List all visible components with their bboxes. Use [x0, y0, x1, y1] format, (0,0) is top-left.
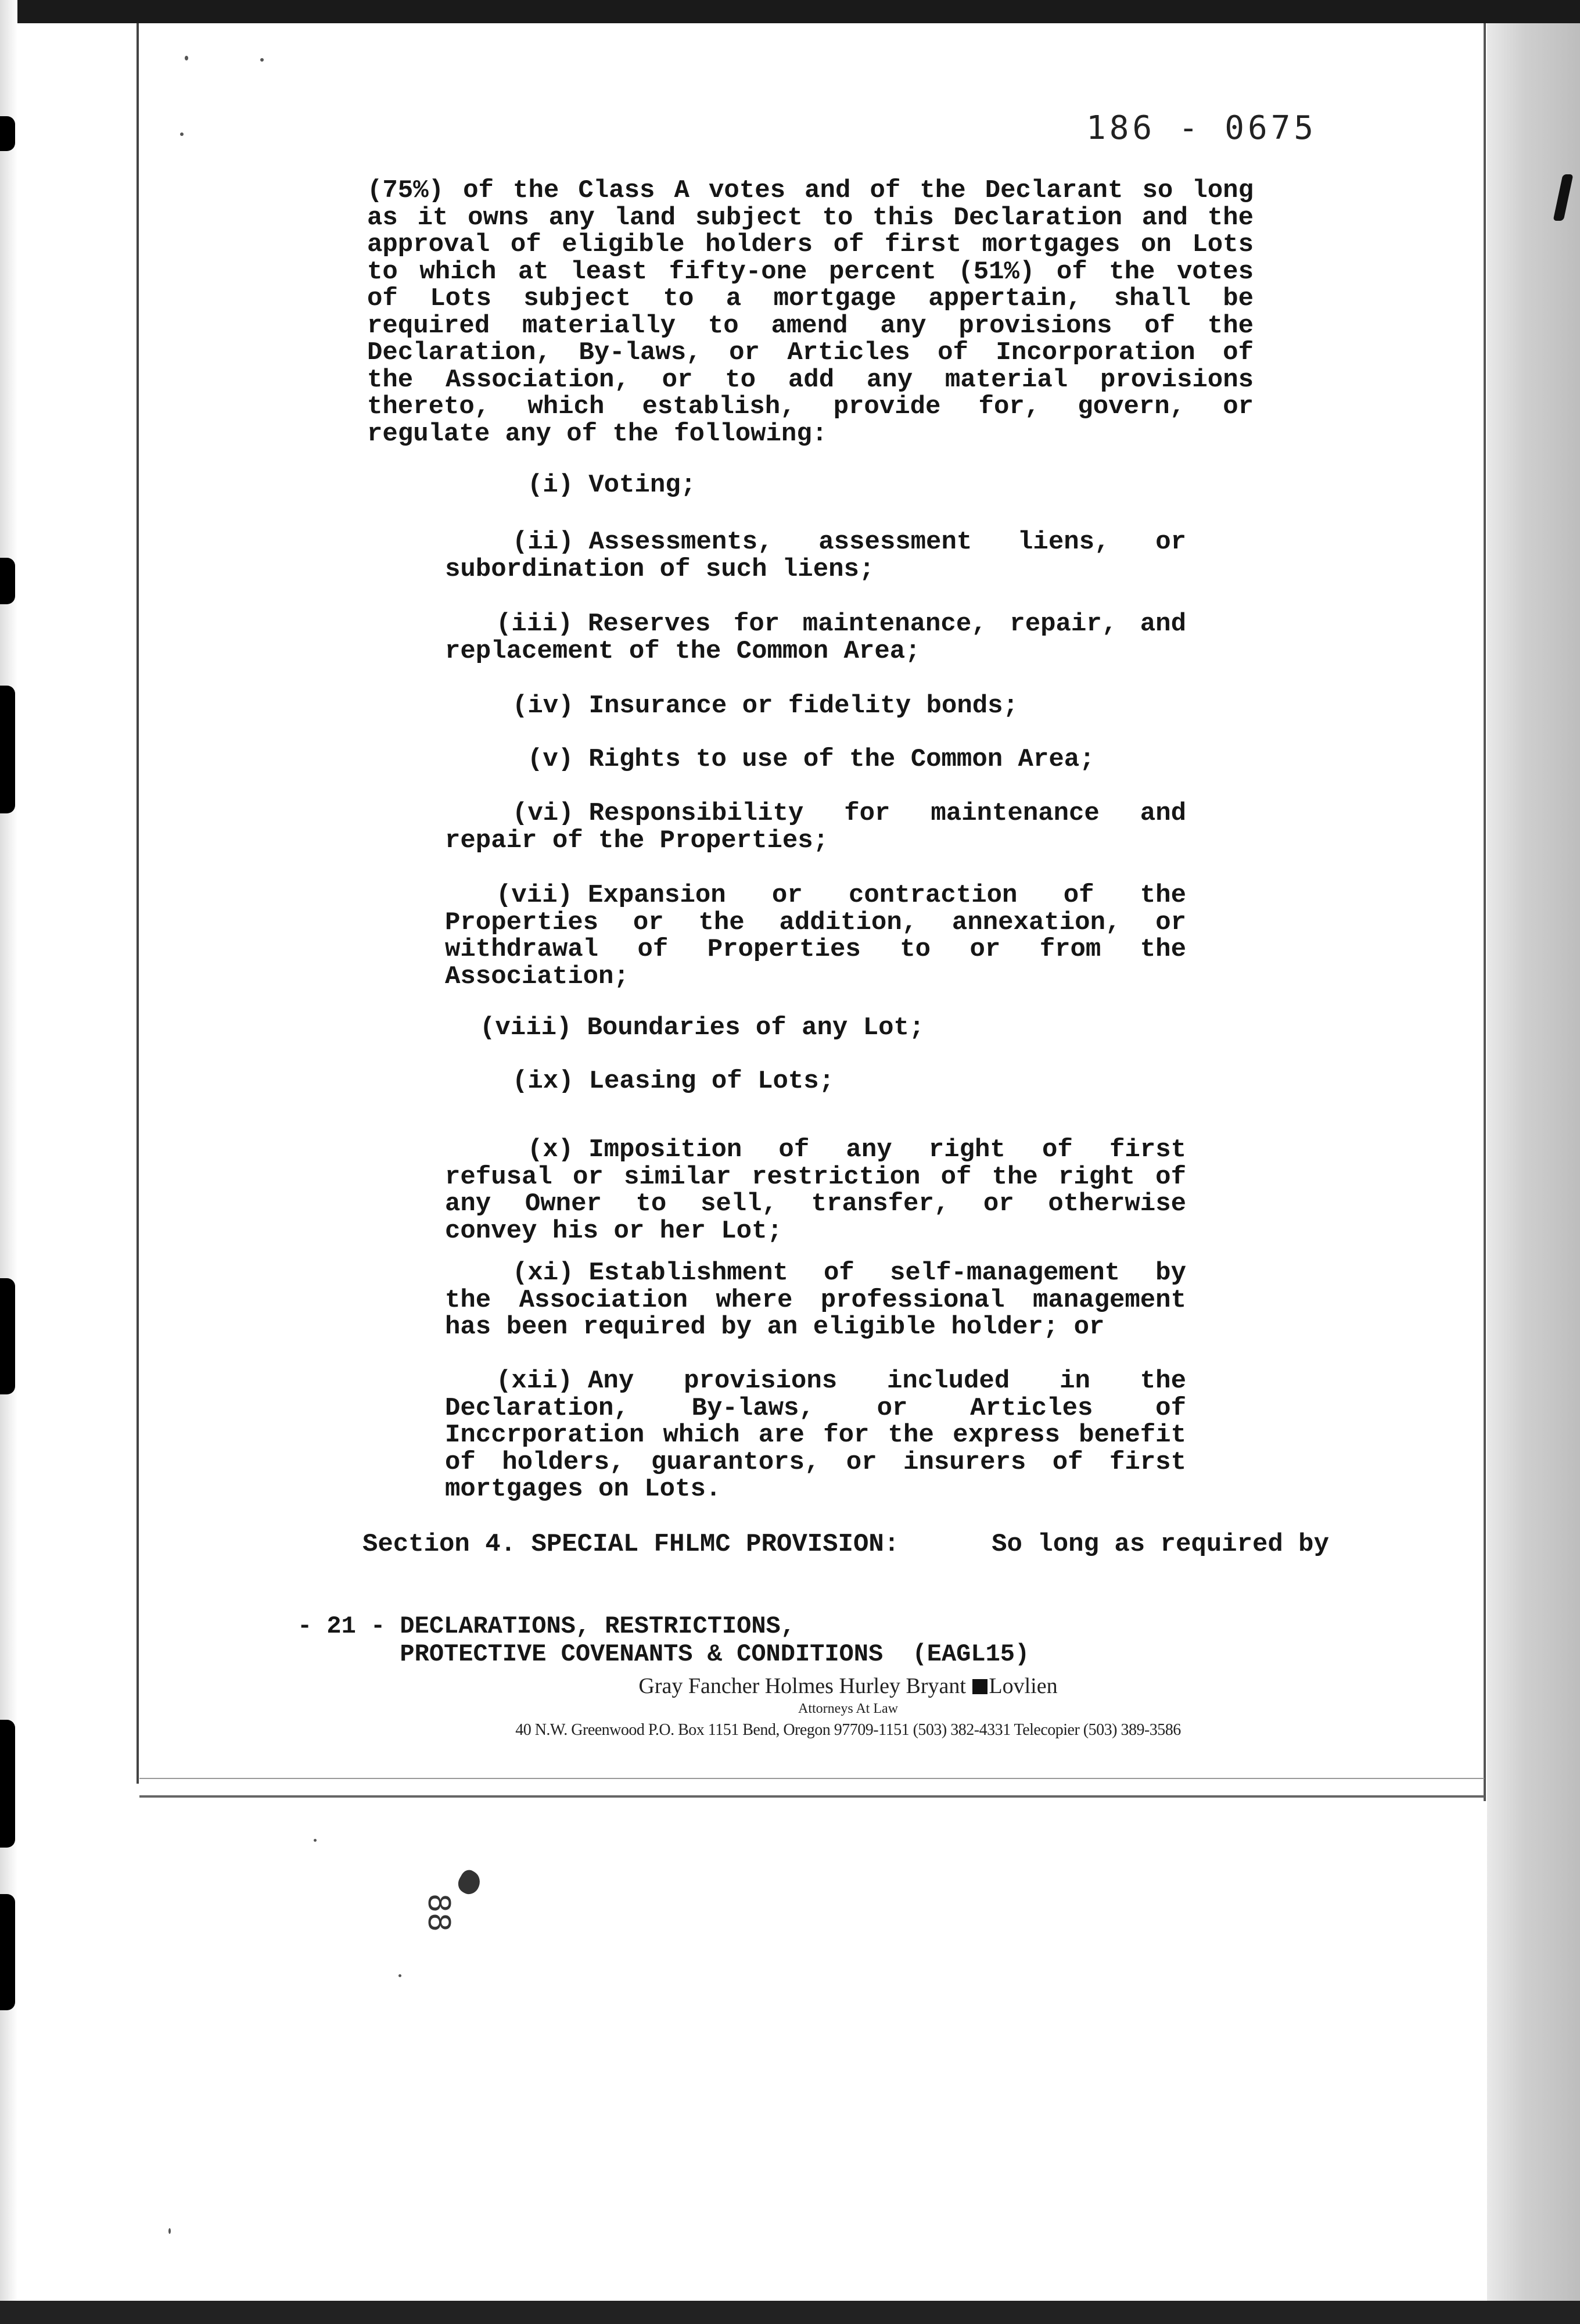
provision-number: (ix): [512, 1067, 574, 1096]
scan-edge-right: [1487, 23, 1580, 2301]
footer-line-1: - 21 - DECLARATIONS, RESTRICTIONS,: [297, 1612, 795, 1640]
handwritten-mark: 88: [421, 1893, 457, 1932]
provision-text: Reserves for maintenance, repair, and: [588, 609, 1186, 639]
document-footer-title: [297, 1612, 1029, 1668]
provision-line: the Association where professional management: [445, 1285, 1186, 1315]
section-4-title: Section 4. SPECIAL FHLMC PROVISION:: [362, 1530, 900, 1559]
provision-item: [445, 1368, 1186, 1503]
provision-number: (iii): [496, 609, 573, 639]
provision-text: Responsibility for maintenance and: [588, 799, 1186, 828]
scan-blot: [0, 686, 15, 813]
footer-line-2: PROTECTIVE COVENANTS & CONDITIONS (EAGL15): [297, 1640, 1030, 1668]
intro-line: Declaration, By-laws, or Articles of Incorporation of: [367, 338, 1254, 367]
provision-line: refusal or similar restriction of the right of: [445, 1162, 1186, 1192]
provision-number: (v): [527, 745, 574, 774]
provision-first-line: [512, 693, 1186, 720]
provision-item: [445, 800, 1186, 854]
speck: [168, 2228, 171, 2234]
provision-first-line: [496, 882, 1186, 909]
scan-blot: [0, 558, 15, 604]
provision-number: (i): [527, 471, 574, 500]
provision-item: [445, 611, 1186, 665]
speck: [314, 1839, 317, 1842]
intro-line: thereto, which establish, provide for, govern, or: [367, 392, 1254, 421]
provision-line: replacement of the Common Area;: [445, 636, 921, 666]
provision-text: Insurance or fidelity bonds;: [588, 691, 1018, 720]
law-firm-name-left: Gray Fancher Holmes Hurley Bryant: [638, 1674, 966, 1698]
provision-first-line: [512, 800, 1186, 827]
law-firm-name-right: Lovlien: [989, 1674, 1058, 1698]
speck: [185, 56, 188, 60]
page-left-border: [137, 23, 139, 1784]
page-bottom-border: [139, 1795, 1484, 1798]
scan-edge-top: [0, 0, 1580, 23]
provision-text: Expansion or contraction of the: [588, 881, 1186, 910]
speck: [398, 1974, 401, 1977]
provision-first-line: [527, 746, 1186, 773]
provision-item: [445, 693, 1186, 720]
provision-item: [445, 529, 1186, 583]
scan-blot: [0, 1894, 15, 2010]
intro-line: as it owns any land subject to this Declaration and the: [367, 203, 1254, 232]
provision-first-line: [527, 472, 1186, 499]
intro-line: (75%) of the Class A votes and of the Declarant so long: [367, 176, 1254, 205]
provision-text: Leasing of Lots;: [588, 1067, 835, 1096]
provision-first-line: [496, 611, 1186, 638]
speck: [180, 132, 184, 136]
provision-first-line: [512, 1068, 1186, 1095]
provision-line: Declaration, By-laws, or Articles of: [445, 1393, 1186, 1423]
provision-number: (xii): [496, 1367, 573, 1396]
square-bullet-icon: [972, 1679, 988, 1694]
page-number: 186 - 0675: [1086, 109, 1317, 147]
provision-item: [445, 746, 1186, 773]
intro-line: approval of eligible holders of first mortgages on Lots: [367, 230, 1254, 259]
provision-number: (xi): [512, 1258, 574, 1287]
provision-item: [445, 1014, 1186, 1042]
provision-first-line: [512, 529, 1186, 556]
provision-text: Assessments, assessment liens, or: [588, 528, 1186, 557]
provision-line: mortgages on Lots.: [445, 1475, 721, 1504]
provision-text: Rights to use of the Common Area;: [588, 745, 1095, 774]
provision-first-line: [527, 1136, 1186, 1164]
provision-first-line: [512, 1260, 1186, 1287]
provision-item: [445, 882, 1186, 990]
provision-item: [445, 1260, 1186, 1341]
law-firm-name: [349, 1673, 1348, 1699]
intro-line: required materially to amend any provisions of the: [367, 311, 1254, 340]
provision-line: Properties or the addition, annexation, or: [445, 908, 1186, 937]
provision-line: Association;: [445, 962, 629, 991]
provision-line: has been required by an eligible holder; or: [445, 1312, 1105, 1342]
provision-line: repair of the Properties;: [445, 826, 829, 855]
provision-line: of holders, guarantors, or insurers of first: [445, 1447, 1186, 1477]
law-firm-address: 40 N.W. Greenwood P.O. Box 1151 Bend, Oregon 97709-1151 (503) 382-4331 Telecopier (503) 389-3586: [515, 1721, 1181, 1739]
provision-number: (vii): [496, 881, 573, 910]
scan-blot: [0, 116, 15, 151]
law-firm-subtitle: Attorneys At Law: [798, 1701, 898, 1716]
intro-line: of Lots subject to a mortgage appertain, shall be: [367, 284, 1254, 313]
provision-line: any Owner to sell, transfer, or otherwise: [445, 1189, 1186, 1218]
provision-line: subordination of such liens;: [445, 554, 875, 584]
scan-blot: [0, 1720, 15, 1848]
intro-line: to which at least fifty-one percent (51%) of the votes: [367, 257, 1254, 286]
provision-line: Inccrporation which are for the express benefit: [445, 1421, 1186, 1450]
provision-number: (ii): [512, 528, 574, 557]
provision-item: [445, 1068, 1186, 1095]
provision-text: Voting;: [588, 471, 696, 500]
provision-item: [445, 1136, 1186, 1245]
ink-smudge: [454, 1867, 484, 1898]
provision-text: Establishment of self-management by: [588, 1258, 1186, 1287]
provision-text: Imposition of any right of first: [588, 1135, 1186, 1164]
provision-text: Boundaries of any Lot;: [587, 1013, 925, 1042]
provision-text: Any provisions included in the: [588, 1367, 1186, 1396]
intro-line: regulate any of the following:: [367, 419, 828, 449]
scan-blot: [0, 1278, 15, 1394]
provision-first-line: [480, 1014, 1186, 1042]
provision-item: [445, 472, 1186, 499]
provision-line: withdrawal of Properties to or from the: [445, 935, 1186, 964]
provision-number: (x): [527, 1135, 574, 1164]
page-right-border: [1484, 23, 1486, 1801]
provision-line: convey his or her Lot;: [445, 1216, 782, 1246]
page-bottom-border-inner: [139, 1778, 1484, 1779]
provision-number: (viii): [480, 1013, 572, 1042]
provision-number: (iv): [512, 691, 574, 720]
intro-paragraph: [367, 177, 1254, 447]
scan-edge-bottom: [0, 2301, 1580, 2324]
section-4-heading: [362, 1531, 1329, 1558]
section-4-text: So long as required by: [992, 1530, 1329, 1559]
provision-first-line: [496, 1368, 1186, 1395]
intro-line: the Association, or to add any material provisions: [367, 365, 1254, 394]
speck: [260, 58, 264, 62]
provision-number: (vi): [512, 799, 574, 828]
